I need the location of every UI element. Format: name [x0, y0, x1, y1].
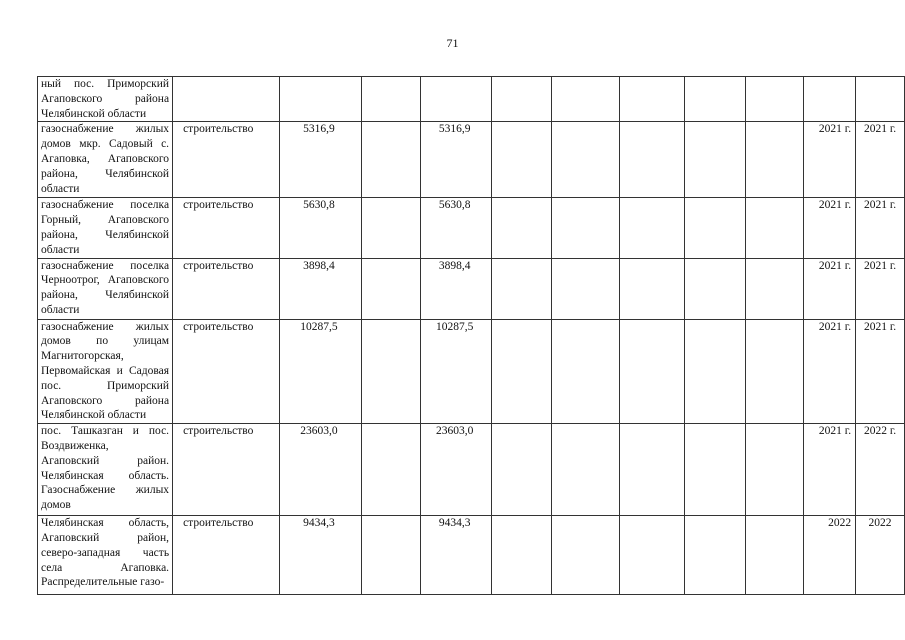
cell-c2: 9434,3: [279, 516, 362, 595]
cell-c7: [620, 77, 685, 122]
cell-c10: 2021 г.: [804, 424, 856, 516]
cell-c5: [492, 122, 552, 198]
table-row: [38, 424, 905, 516]
cell-c2: [279, 77, 362, 122]
cell-c9: [745, 424, 804, 516]
cell-type: строительство: [173, 258, 280, 319]
cell-c2: 3898,4: [279, 258, 362, 319]
cell-name: газоснабжение жилых домов по улицам Магнитогорская, Первомайская и Садовая пос. Приморский Агаповского района Челябинской области: [38, 319, 173, 424]
cell-c10: 2021 г.: [804, 258, 856, 319]
table-row: [38, 77, 905, 122]
cell-c11: 2022: [856, 516, 905, 595]
cell-c3: [362, 77, 421, 122]
cell-c9: [745, 198, 804, 258]
cell-c2: 5630,8: [279, 198, 362, 258]
cell-c11: [856, 77, 905, 122]
cell-c3: [362, 122, 421, 198]
cell-c3: [362, 319, 421, 424]
cell-c4: [421, 77, 492, 122]
cell-c10: 2021 г.: [804, 319, 856, 424]
cell-c9: [745, 258, 804, 319]
cell-c8: [684, 258, 745, 319]
cell-c10: 2022: [804, 516, 856, 595]
cell-c4: 23603,0: [421, 424, 492, 516]
cell-c8: [684, 424, 745, 516]
cell-c3: [362, 424, 421, 516]
cell-type: строительство: [173, 122, 280, 198]
cell-c5: [492, 319, 552, 424]
cell-c8: [684, 198, 745, 258]
cell-c6: [552, 424, 620, 516]
cell-c4: 10287,5: [421, 319, 492, 424]
cell-c5: [492, 516, 552, 595]
cell-c6: [552, 258, 620, 319]
cell-c7: [620, 424, 685, 516]
cell-c2: 23603,0: [279, 424, 362, 516]
cell-c6: [552, 77, 620, 122]
cell-c11: 2022 г.: [856, 424, 905, 516]
cell-type: строительство: [173, 198, 280, 258]
cell-c8: [684, 122, 745, 198]
cell-c6: [552, 122, 620, 198]
cell-c11: 2021 г.: [856, 198, 905, 258]
cell-c7: [620, 122, 685, 198]
cell-c5: [492, 258, 552, 319]
cell-c4: 3898,4: [421, 258, 492, 319]
cell-c3: [362, 198, 421, 258]
cell-c11: 2021 г.: [856, 258, 905, 319]
cell-name: пос. Ташказган и пос. Воздвиженка, Агаповский район. Челябинская область. Газоснабжение жилых домов: [38, 424, 173, 516]
cell-c9: [745, 122, 804, 198]
cell-name: газоснабжение поселка Горный, Агаповского района, Челябинской области: [38, 198, 173, 258]
cell-c3: [362, 258, 421, 319]
cell-c10: 2021 г.: [804, 198, 856, 258]
investment-table: [37, 76, 905, 595]
cell-name: газоснабжение жилых домов мкр. Садовый с. Агаповка, Агаповского района, Челябинской области: [38, 122, 173, 198]
cell-c5: [492, 198, 552, 258]
cell-c6: [552, 516, 620, 595]
cell-c4: 5316,9: [421, 122, 492, 198]
cell-c8: [684, 319, 745, 424]
cell-c10: [804, 77, 856, 122]
table-row: [38, 122, 905, 198]
cell-type: [173, 77, 280, 122]
cell-c8: [684, 77, 745, 122]
table-row: [38, 258, 905, 319]
cell-c7: [620, 198, 685, 258]
cell-c5: [492, 77, 552, 122]
cell-c10: 2021 г.: [804, 122, 856, 198]
cell-c7: [620, 319, 685, 424]
cell-c6: [552, 198, 620, 258]
table-row: [38, 516, 905, 595]
cell-c4: 9434,3: [421, 516, 492, 595]
cell-c7: [620, 516, 685, 595]
cell-name: газоснабжение поселка Черноотрог, Агаповского района, Челябинской области: [38, 258, 173, 319]
cell-name: Челябинская область, Агаповский район, северо-западная часть села Агаповка. Распределительные газо-: [38, 516, 173, 595]
cell-c3: [362, 516, 421, 595]
cell-type: строительство: [173, 424, 280, 516]
cell-c5: [492, 424, 552, 516]
cell-c8: [684, 516, 745, 595]
cell-c11: 2021 г.: [856, 319, 905, 424]
cell-c4: 5630,8: [421, 198, 492, 258]
cell-type: строительство: [173, 516, 280, 595]
cell-type: строительство: [173, 319, 280, 424]
cell-c9: [745, 516, 804, 595]
cell-c11: 2021 г.: [856, 122, 905, 198]
table-row: [38, 198, 905, 258]
page-number: 71: [446, 36, 459, 50]
cell-c9: [745, 77, 804, 122]
cell-c9: [745, 319, 804, 424]
cell-c2: 10287,5: [279, 319, 362, 424]
cell-c6: [552, 319, 620, 424]
cell-c2: 5316,9: [279, 122, 362, 198]
table-row: [38, 319, 905, 424]
cell-c7: [620, 258, 685, 319]
cell-name: ный пос. Приморский Агаповского района Челябинской области: [38, 77, 173, 122]
